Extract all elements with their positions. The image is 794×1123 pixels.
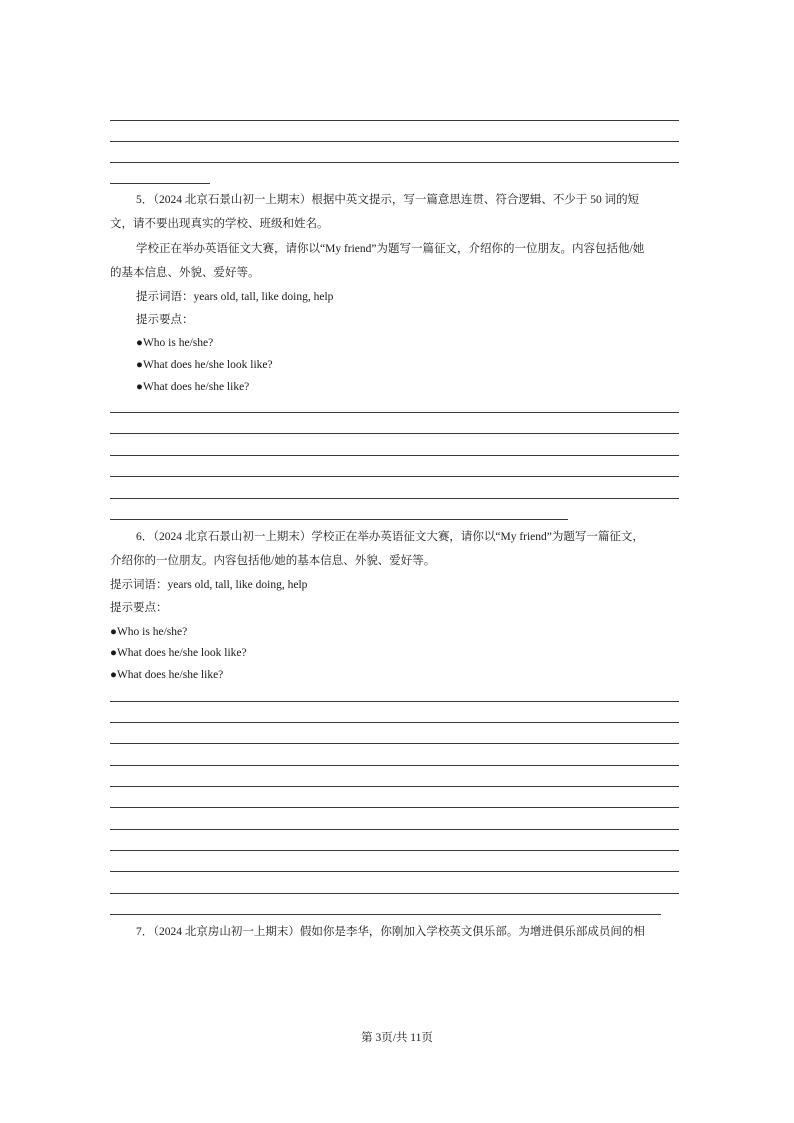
answer-line [110,455,679,456]
answer-line [110,786,679,787]
answer-line-short [110,519,568,520]
q5-para1: 学校正在举办英语征文大赛，请你以“My friend”为题写一篇征文，介绍你的一位朋友。内容包括他/她 [136,243,645,255]
q6-point: ●Who is he/she? [110,626,188,638]
page-number: 第 3页/共 11页 [361,1032,433,1044]
q6-point: ●What does he/she like? [110,669,224,681]
q6-line2: 介绍你的一位朋友。内容包括他/她的基本信息、外貌、爱好等。 [110,555,436,567]
q6-hint-words: 提示词语：years old, tall, like doing, help [110,579,308,591]
q6-hint-points: 提示要点： [110,602,168,614]
answer-line [110,412,679,413]
q5-line2: 文，请不要出现真实的学校、班级和姓名。 [110,218,329,230]
answer-line-short [110,914,661,915]
answer-line [110,829,679,830]
answer-line [110,498,679,499]
answer-line [110,850,679,851]
q5-para2: 的基本信息、外貌、爱好等。 [110,267,260,279]
answer-line [110,871,679,872]
answer-line [110,120,679,121]
answer-line [110,162,679,163]
q5-hint-words: 提示词语：years old, tall, like doing, help [136,291,334,303]
q6-point: ●What does he/she look like? [110,647,247,659]
q7-line1: 7．（2024 北京房山初一上期末）假如你是李华，你刚加入学校英文俱乐部。为增进俱乐部成员间的相 [136,926,645,938]
answer-line [110,765,679,766]
answer-line [110,743,679,744]
q5-point: ●What does he/she like? [136,381,250,393]
q6-line1: 6．（2024 北京石景山初一上期末）学校正在举办英语征文大赛，请你以“My friend”为题写一篇征文， [136,531,644,543]
answer-line [110,807,679,808]
answer-line [110,476,679,477]
answer-line [110,701,679,702]
q5-line1: 5．（2024 北京石景山初一上期末）根据中英文提示，写一篇意思连贯、符合逻辑、不少于 50 词的短 [136,194,640,206]
answer-line [110,893,679,894]
answer-line [110,141,679,142]
answer-line [110,433,679,434]
answer-line-short [110,183,210,184]
answer-line [110,722,679,723]
q5-point: ●What does he/she look like? [136,359,273,371]
q5-hint-points: 提示要点： [136,314,194,326]
q5-point: ●Who is he/she? [136,337,214,349]
